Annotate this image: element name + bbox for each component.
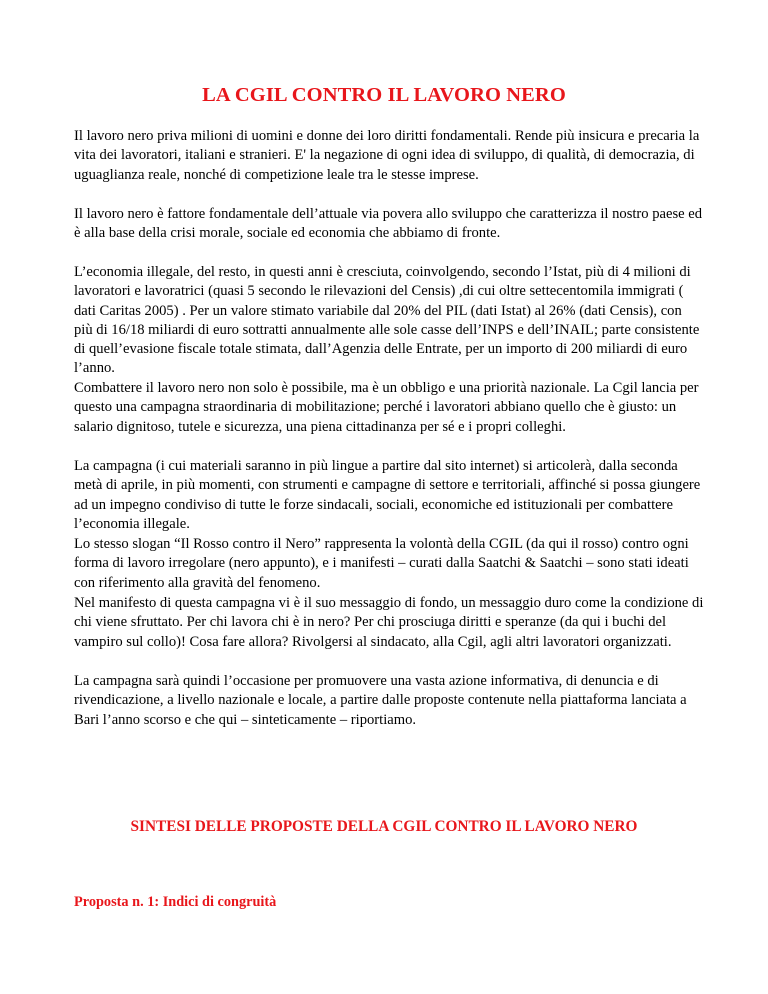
proposal-title: Proposta n. 1: Indici di congruità [74, 894, 277, 910]
paragraph-1: Il lavoro nero priva milioni di uomini e donne dei loro diritti fondamentali. Rende più insicura e precaria la vita dei lavoratori, italiani e stranieri. E' la negazione di ogni idea di sviluppo, di qualità, di democrazia, di uguaglianza reale, nonché di competizione leale tra le stesse imprese. [74, 128, 700, 183]
paragraph-8: La campagna sarà quindi l’occasione per promuovere una vasta azione informativa, di denuncia e di rivendicazione, a livello nazionale e locale, a partire dalle proposte contenute nella piattaforma lanciata a Bari l’anno scorso e che qui – sinteticamente – riportiamo. [74, 673, 687, 728]
paragraph-7: Nel manifesto di questa campagna vi è il suo messaggio di fondo, un messaggio duro come la condizione di chi viene sfruttato. Per chi lavora chi è in nero? Per chi prosciuga diritti e speranze (da qui i buchi del vampiro sul collo)! Cosa fare allora? Rivolgersi al sindacato, alla Cgil, agli altri lavoratori organizzati. [74, 595, 704, 650]
paragraph-2: Il lavoro nero è fattore fondamentale dell’attuale via povera allo sviluppo che caratterizza il nostro paese ed è alla base della crisi morale, sociale ed economia che abbiamo di fronte. [74, 206, 703, 242]
paragraph-5: La campagna (i cui materiali saranno in più lingue a partire dal sito internet) si articolerà, dalla seconda metà di aprile, in più momenti, con strumenti e campagne di settore e territoriali, affinché si possa giungere ad un impegno condiviso di tutte le forze sindacali, sociali, economiche ed istituzionali per combattere l’economia illegale. [74, 458, 701, 532]
document-title: LA CGIL CONTRO IL LAVORO NERO [202, 84, 566, 106]
paragraph-3: L’economia illegale, del resto, in questi anni è cresciuta, coinvolgendo, secondo l’Istat, più di 4 milioni di lavoratori e lavoratrici (quasi 5 secondo le rilevazioni del Censis) ,di cui oltre settecentomila immigrati ( dati Caritas 2005) . Per un valore stimato variabile dal 20% del PIL (dati Istat) al 26% (dati Censis), con più di 16/18 miliardi di euro sottratti annualmente alle sole casse dell’INPS e dell’INAIL; parte consistente di quell’evasione fiscale totale stimata, dall’Agenzia delle Entrate, per un importo di 200 miliardi di euro l’anno. [74, 264, 700, 377]
paragraph-6: Lo stesso slogan “Il Rosso contro il Nero” rappresenta la volontà della CGIL (da qui il rosso) contro ogni forma di lavoro irregolare (nero appunto), e i manifesti – curati dalla Saatchi & Saatchi – sono stati ideati con riferimento alla gravità del fenomeno. [74, 536, 689, 591]
paragraph-4: Combattere il lavoro nero non solo è possibile, ma è un obbligo e una priorità nazionale. La Cgil lancia per questo una campagna straordinaria di mobilitazione; perché i lavoratori abbiano quello che è giusto: un salario dignitoso, tutele e sicurezza, una piena cittadinanza per sé e i propri colleghi. [74, 380, 699, 435]
section-title: SINTESI DELLE PROPOSTE DELLA CGIL CONTRO IL LAVORO NERO [130, 818, 638, 835]
